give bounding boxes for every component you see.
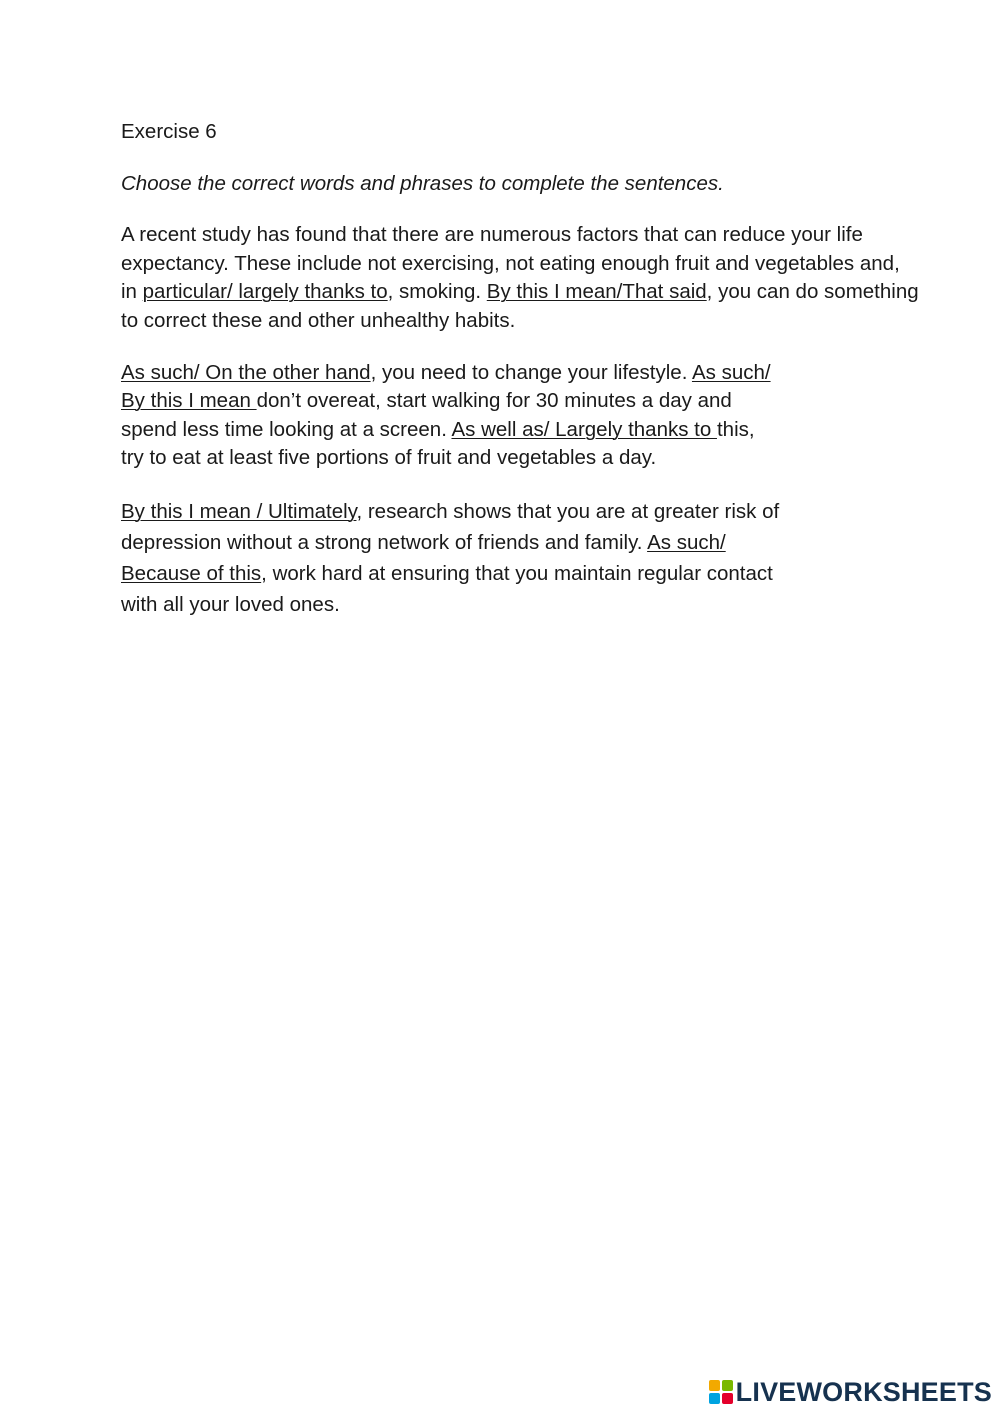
logo-mark-tile bbox=[709, 1380, 720, 1391]
paragraph-text: , you need to change your lifestyle. bbox=[370, 360, 692, 384]
paragraph-text: spend less time looking at a screen. bbox=[121, 417, 452, 441]
paragraph-text: with all your loved ones. bbox=[121, 592, 340, 616]
worksheet-page bbox=[121, 118, 921, 643]
paragraph-text: depression without a strong network of friends and family. bbox=[121, 530, 648, 554]
option-choice[interactable]: By this I mean / Ultimately bbox=[121, 499, 357, 523]
logo-mark-icon bbox=[709, 1380, 733, 1404]
logo-mark-tile bbox=[709, 1393, 720, 1404]
option-choice[interactable]: By this I mean bbox=[121, 389, 257, 413]
paragraph-2 bbox=[121, 359, 821, 473]
option-choice[interactable]: Because of this bbox=[121, 561, 262, 585]
paragraph-text: , work hard at ensuring that you maintain regular contact bbox=[261, 561, 773, 585]
option-choice[interactable]: particular/ largely thanks to bbox=[142, 280, 388, 304]
option-choice[interactable]: As such/ bbox=[691, 360, 771, 384]
paragraph-1 bbox=[121, 221, 921, 335]
paragraph-text: , smoking. bbox=[387, 280, 487, 304]
paragraph-text: , research shows that you are at greater risk of bbox=[356, 499, 780, 523]
option-choice[interactable]: As such/ On the other hand bbox=[121, 360, 371, 384]
paragraph-3 bbox=[121, 496, 821, 620]
option-choice[interactable]: As well as/ Largely thanks to bbox=[451, 417, 717, 441]
paragraph-text: , you can do something to correct these and other unhealthy habits. bbox=[121, 280, 919, 332]
paragraph-text: A recent study has found that there are numerous factors that can reduce your life expectancy. These include not exercising, not eating enough fruit and vegetables and, in bbox=[121, 223, 900, 304]
exercise-title: Exercise 6 bbox=[121, 120, 217, 143]
paragraph-text: try to eat at least five portions of fruit and vegetables a day. bbox=[121, 446, 657, 470]
paragraph-text: this, bbox=[716, 417, 755, 441]
logo-mark-tile bbox=[722, 1380, 733, 1391]
exercise-instructions: Choose the correct words and phrases to complete the sentences. bbox=[121, 171, 724, 195]
option-choice[interactable]: As such/ bbox=[647, 530, 726, 554]
paragraph-text: don’t overeat, start walking for 30 minutes a day and bbox=[256, 389, 732, 413]
logo-text: LIVEWORKSHEETS bbox=[735, 1376, 992, 1407]
liveworksheets-logo bbox=[709, 1375, 992, 1409]
option-choice[interactable]: By this I mean/That said bbox=[486, 280, 707, 304]
logo-mark-tile bbox=[722, 1393, 733, 1404]
